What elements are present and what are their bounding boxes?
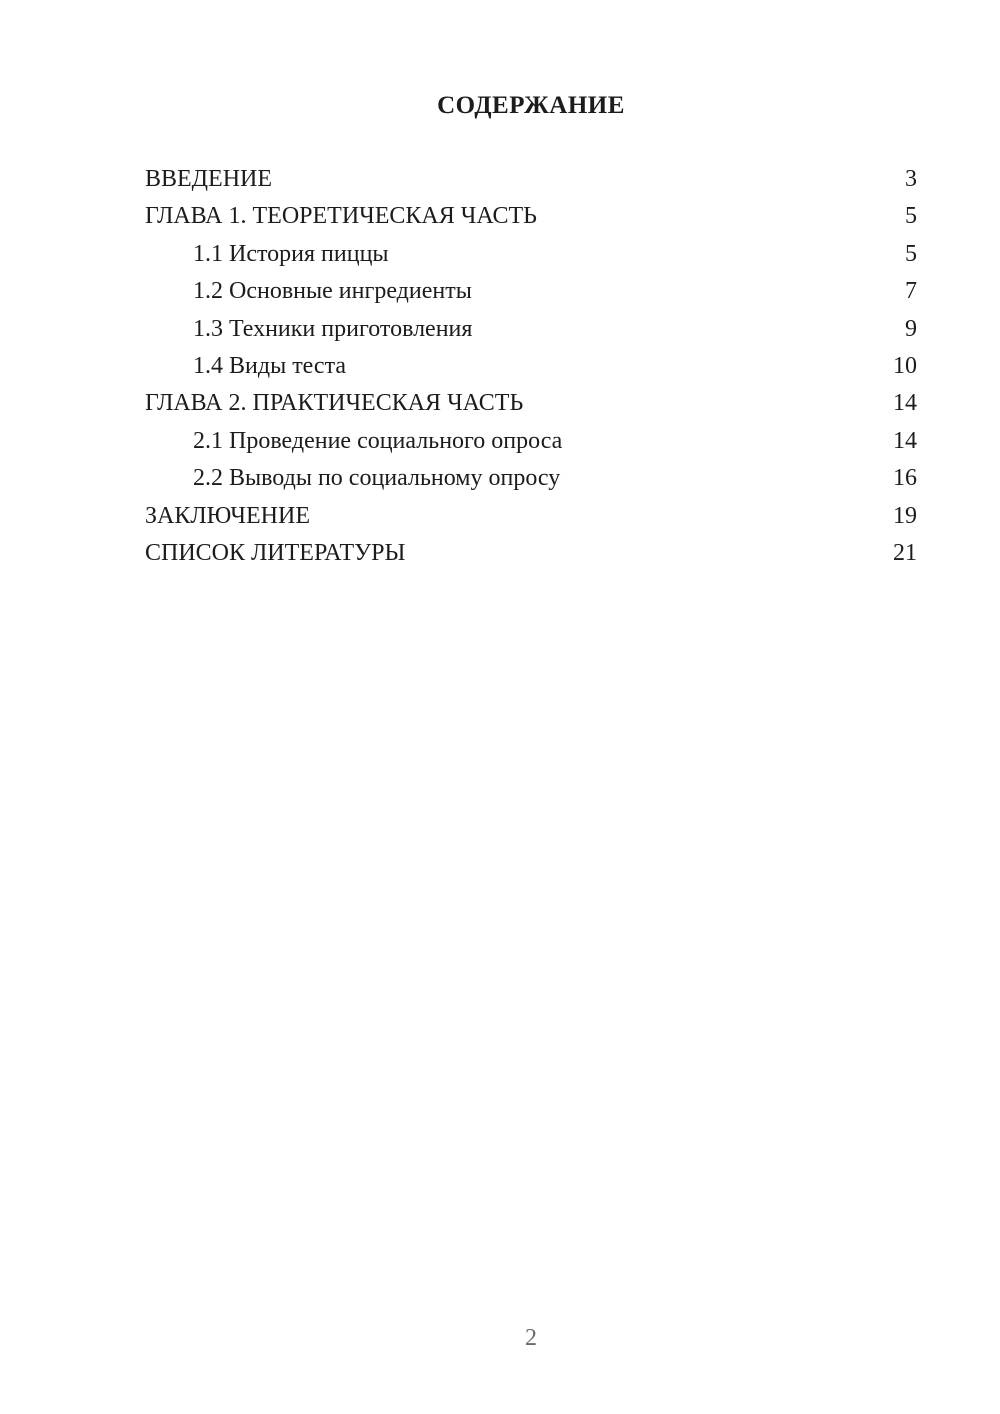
toc-entry-page-number: 16 [893, 465, 917, 492]
toc-entry-label: ГЛАВА 2. ПРАКТИЧЕСКАЯ ЧАСТЬ [145, 390, 524, 417]
toc-entry-label: 1.3 Техники приготовления [193, 315, 473, 342]
toc-entry-page-number: 14 [893, 390, 917, 417]
toc-entry-label: 1.1 История пиццы [193, 240, 389, 267]
toc-entry [145, 385, 917, 422]
toc-entry-page-number: 3 [905, 166, 917, 192]
toc-entry [145, 198, 917, 235]
toc-entry [145, 236, 917, 273]
page-title: СОДЕРЖАНИЕ [437, 92, 625, 119]
toc-entry [145, 535, 917, 572]
toc-entry-label: 2.1 Проведение социального опроса [193, 427, 563, 454]
toc-entry-page-number: 5 [905, 203, 917, 230]
toc-entry [145, 348, 917, 385]
toc-entry [145, 423, 917, 460]
toc-entry-label: 2.2 Выводы по социальному опросу [193, 465, 561, 492]
toc-entry-label: СПИСОК ЛИТЕРАТУРЫ [145, 539, 406, 566]
toc-entry-page-number: 5 [905, 240, 917, 267]
toc-entry [145, 273, 917, 310]
toc-entry-page-number: 10 [893, 352, 917, 379]
toc-entry-page-number: 19 [893, 502, 917, 529]
toc-entry-label: ГЛАВА 1. ТЕОРЕТИЧЕСКАЯ ЧАСТЬ [145, 203, 537, 230]
toc-entry-page-number: 14 [893, 427, 917, 454]
toc-entry [145, 498, 917, 535]
toc-entry-label: 1.2 Основные ингредиенты [193, 278, 472, 305]
toc-entry-label: ВВЕДЕНИЕ [145, 166, 273, 192]
toc-entry [145, 311, 917, 348]
footer-page-number: 2 [525, 1325, 537, 1351]
toc-entry-page-number: 21 [893, 539, 917, 566]
toc-entry-label: ЗАКЛЮЧЕНИЕ [145, 502, 310, 529]
toc-entry [145, 460, 917, 497]
toc-entry-label: 1.4 Виды теста [193, 352, 347, 379]
toc-entry-page-number: 9 [905, 315, 917, 342]
toc-entry [145, 161, 917, 198]
toc-entry-page-number: 7 [905, 278, 917, 305]
table-of-contents [145, 161, 917, 572]
